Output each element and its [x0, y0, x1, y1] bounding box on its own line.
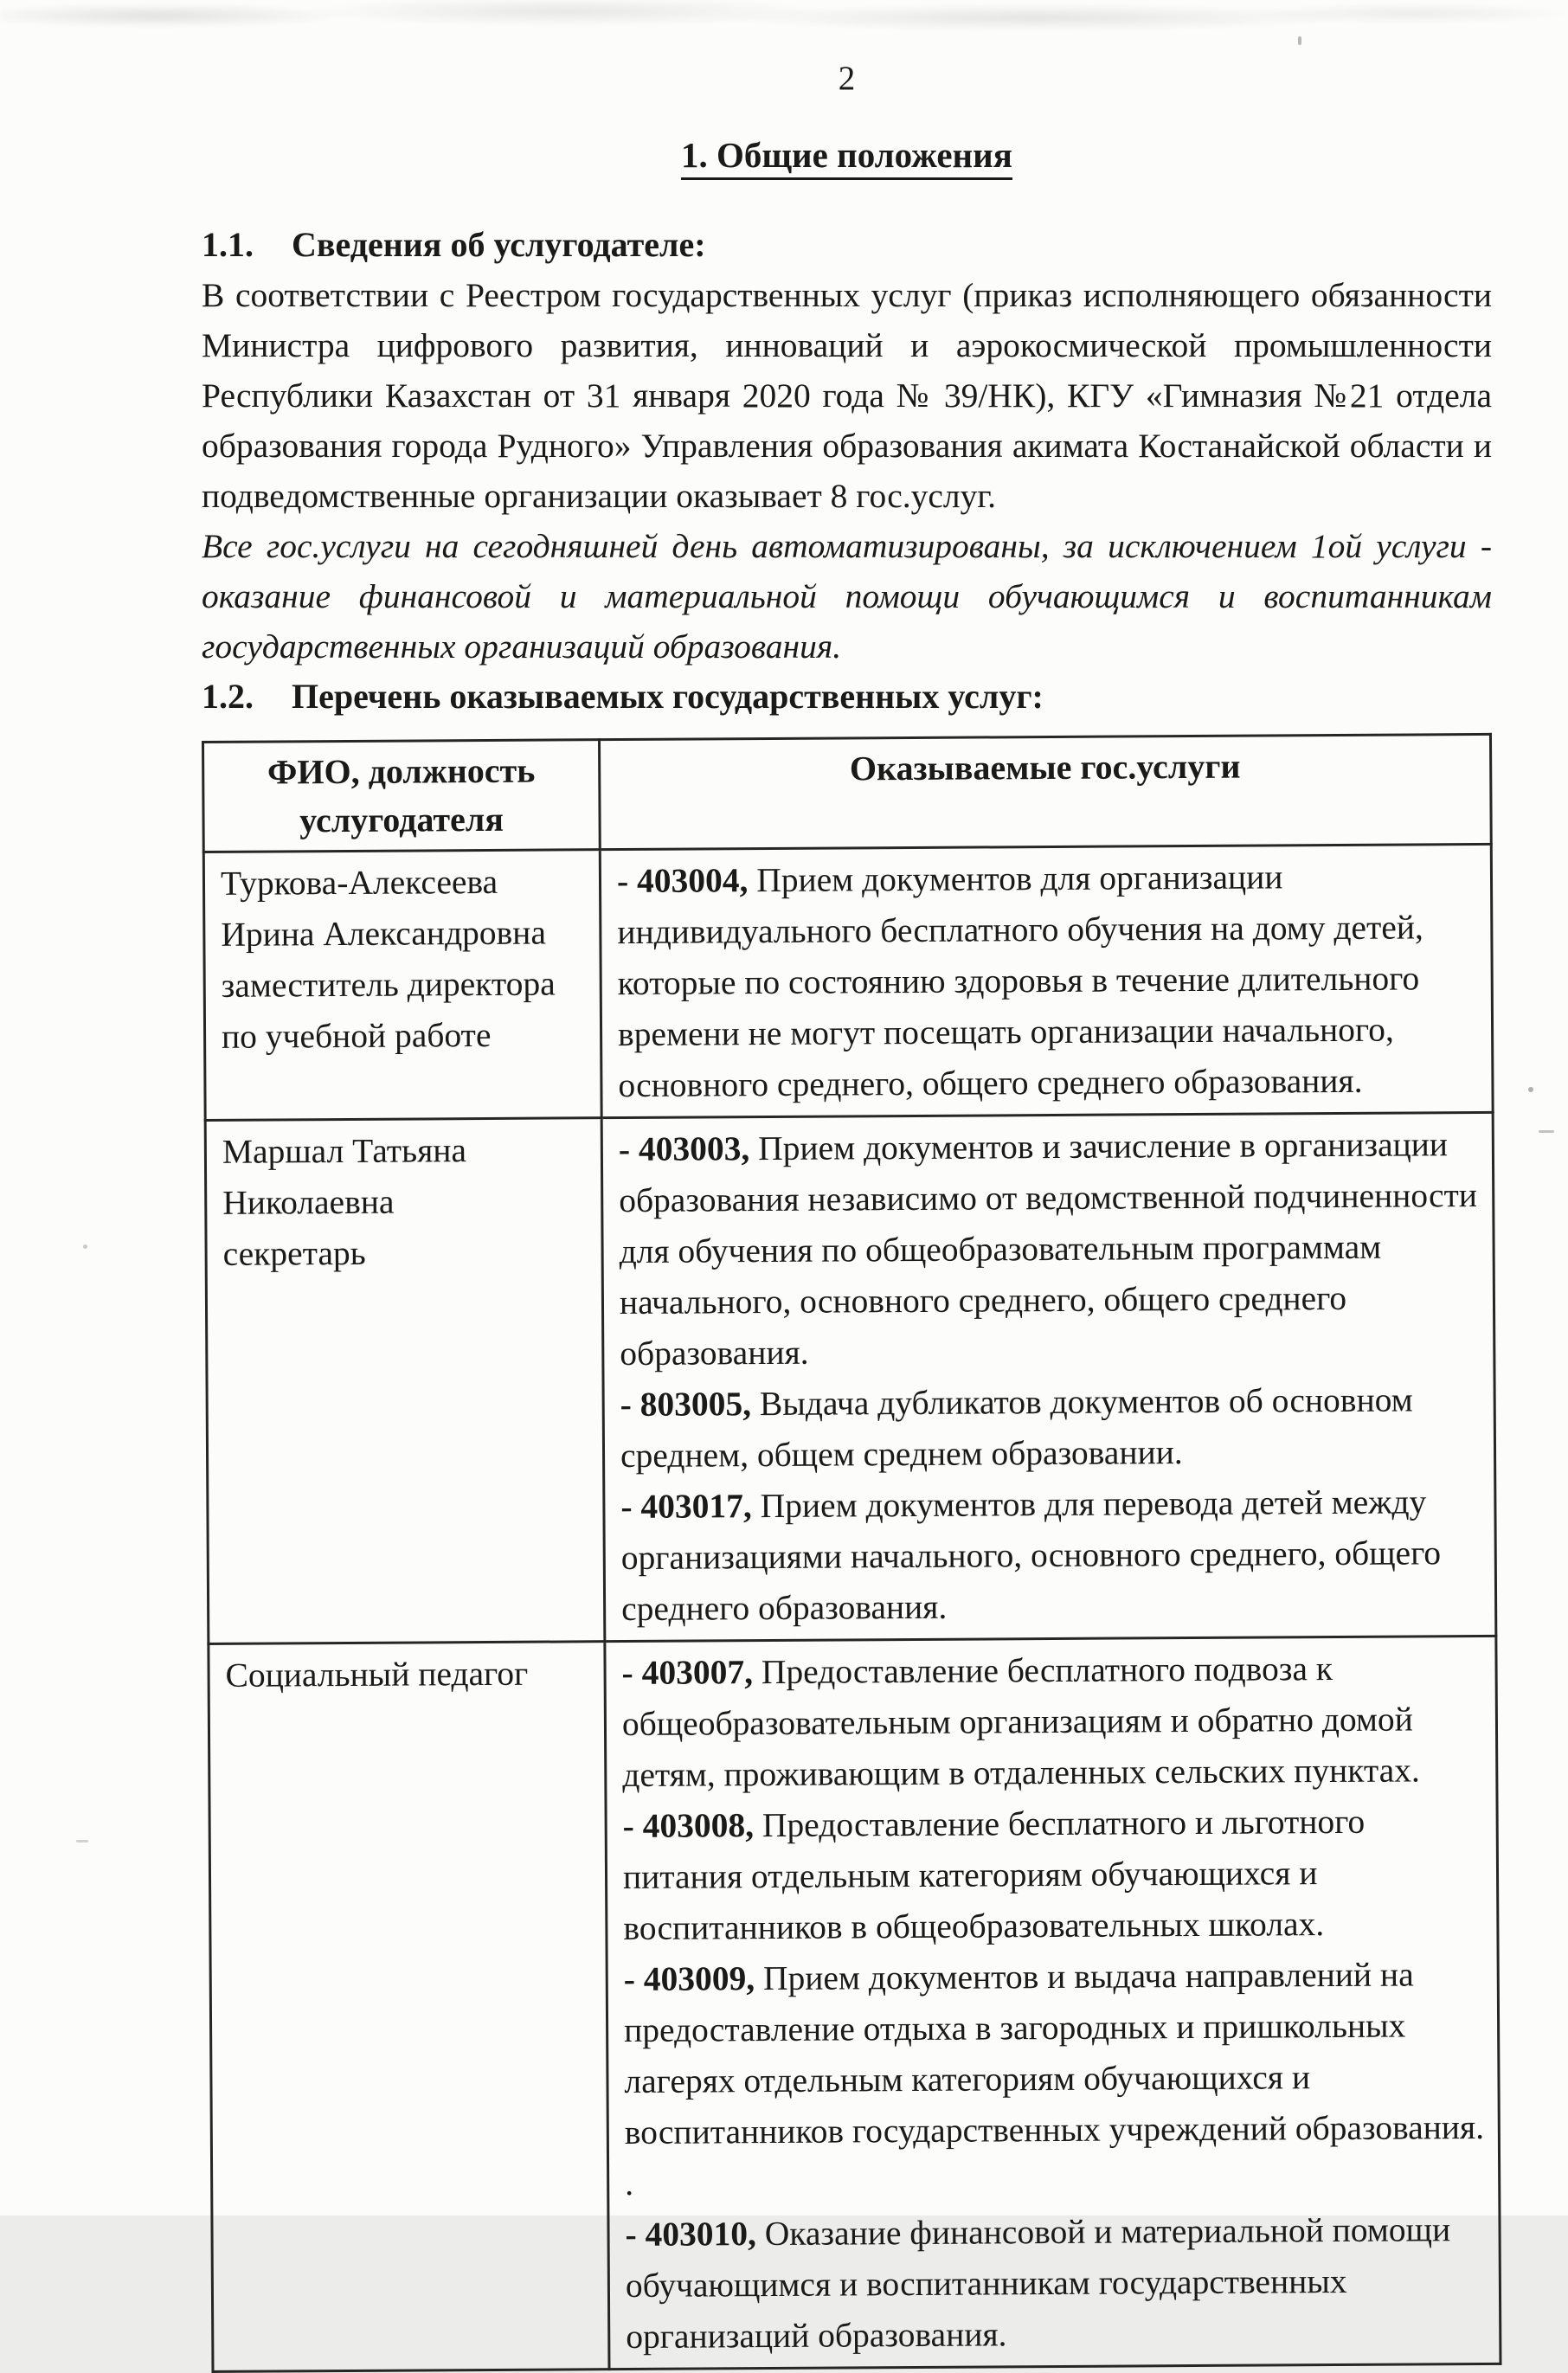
section-1-1-heading [202, 220, 1492, 270]
scan-artifact [1539, 1130, 1554, 1133]
service-item: - 403004, Прием документов для организации индивидуального бесплатного обучения на дому детей, которые по состоянию здоровья в течение длительного времени не могут посещать организации начального, основного среднего, общего среднего образования. [616, 858, 1423, 1105]
service-code: - 403010, [625, 2215, 757, 2254]
service-item: - 403010, Оказание финансовой и материальной помощи обучающимся и воспитанникам государственных организаций образования. [625, 2210, 1451, 2357]
scan-artifact [76, 1840, 88, 1842]
services-table [202, 733, 1501, 2373]
scan-artifact [1528, 1087, 1533, 1092]
page-number: 2 [838, 60, 856, 97]
service-code: - 403007, [621, 1653, 754, 1693]
services-table-body [203, 844, 1501, 2371]
service-item: - 803005, Выдача дубликатов документов об основном среднем, общем среднем образовании. [620, 1380, 1413, 1476]
automation-note-paragraph: Все гос.услуги на сегодняшней день автоматизированы, за исключением 1ой услуги - оказание финансовой и материальной помощи обучающимся и воспитанникам государственных организаций образования. [202, 527, 1492, 666]
service-code: - 403017, [620, 1487, 752, 1527]
person-position: заместитель директора по учебной работе [221, 964, 556, 1056]
person-cell [203, 850, 601, 1121]
section-1-1-number: 1.1. [202, 225, 254, 264]
service-code: - 403004, [616, 861, 749, 901]
page-title [202, 130, 1492, 180]
person-position: секретарь [222, 1233, 366, 1273]
services-cell [600, 844, 1493, 1117]
section-1-2-number: 1.2. [202, 677, 254, 716]
provider-info-paragraph: В соответствии с Реестром государственных услуг (приказ исполняющего обязанности Министра цифрового развития, инноваций и аэрокосмической промышленности Республики Казахстан от 31 января 2020 года № 39/НК), КГУ «Гимназия №21 отдела образования города Рудного» Управления образования акимата Костанайской области и подведомственные организации оказывает 8 гос.услуг. [202, 276, 1492, 515]
services-cell [601, 1112, 1496, 1641]
section-1-1-title: Сведения об услугодателе: [292, 225, 706, 264]
section-1-2-title: Перечень оказываемых государственных услуг: [292, 677, 1044, 716]
column-header-services: Оказываемые гос.услуги [600, 734, 1492, 849]
table-row [203, 844, 1493, 1120]
section-1-2-heading [202, 672, 1492, 722]
scan-artifact [83, 1244, 87, 1249]
service-item: - 403003, Прием документов и зачисление в организации образования независимо от ведомственной подчиненности для обучения по общеобразовательным программам начального, основного среднего, общего среднего образования. [618, 1125, 1478, 1373]
table-header-row [203, 734, 1492, 852]
table-row [205, 1112, 1496, 1643]
services-cell [605, 1636, 1501, 2369]
scan-noise-strip [0, 0, 1568, 52]
person-position: Социальный педагог [225, 1654, 529, 1695]
service-item: - 403007, Предоставление бесплатного подвоза к общеобразовательным организациям и обратно домой детям, проживающим в отдаленных сельских пунктах. [621, 1650, 1420, 1795]
scan-artifact [1298, 36, 1301, 45]
table-row [209, 1636, 1501, 2371]
service-code: - 403003, [618, 1129, 750, 1169]
person-name: Маршал Татьяна Николаевна [222, 1131, 467, 1222]
column-header-person: ФИО, должность услугодателя [203, 740, 601, 852]
service-code: - 403009, [623, 1959, 755, 1999]
person-cell [209, 1642, 609, 2372]
service-item: - 403008, Предоставление бесплатного и льготного питания отдельным категориям обучающихся и воспитанников в общеобразовательных школах. [622, 1802, 1366, 1948]
service-item: - 403017, Прием документов для перевода детей между организациями начального, основного среднего, общего среднего образования. [620, 1482, 1442, 1629]
person-cell [205, 1118, 605, 1644]
service-code: - 403008, [622, 1806, 755, 1846]
person-name: Туркова-Алексеева Ирина Александровна [220, 862, 547, 954]
service-item: - 403009, Прием документов и выдача направлений на предоставление отдыха в загородных и пришкольных лагерях отдельным категориям обучающихся и воспитанников государственных учреждений образования. . [623, 1955, 1485, 2203]
service-code: - 803005, [620, 1385, 752, 1424]
page-title-text: 1. Общие положения [681, 135, 1012, 180]
